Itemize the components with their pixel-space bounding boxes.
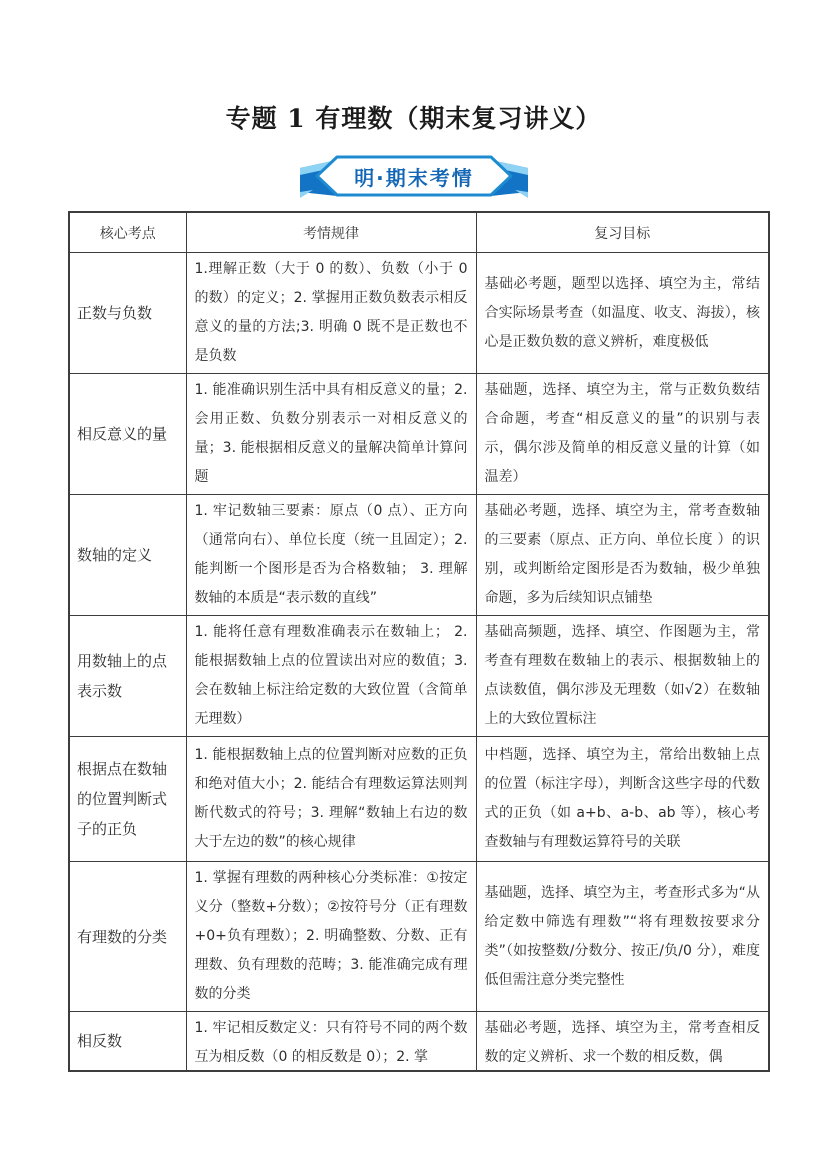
- row-topic: 相反数: [69, 1012, 186, 1072]
- exam-table: [68, 211, 770, 1072]
- row-goal: 中档题，选择、填空为主，常给出数轴上点的位置（标注字母），判断含这些字母的代数式的正负（如 a+b、a-b、ab 等），核心考查数轴与有理数运算符号的关联: [476, 737, 769, 862]
- row-goal: 基础必考题，题型以选择、填空为主，常结合实际场景考查（如温度、收支、海拔），核心是正数负数的意义辨析，难度极低: [476, 253, 769, 374]
- row-pattern: 1.理解正数（大于 0 的数）、负数（小于 0 的数）的定义；2. 掌握用正数负数表示相反意义的量的方法;3. 明确 0 既不是正数也不是负数: [186, 253, 476, 374]
- table-row: [69, 862, 769, 1012]
- row-goal: 基础高频题，选择、填空、作图题为主，常考查有理数在数轴上的表示、根据数轴上的点读数值，偶尔涉及无理数（如√2）在数轴上的大致位置标注: [476, 616, 769, 737]
- table-row: [69, 616, 769, 737]
- row-topic: 数轴的定义: [69, 495, 186, 616]
- banner-label: 明·期末考情: [354, 165, 474, 190]
- row-topic: 正数与负数: [69, 253, 186, 374]
- exam-banner: [297, 155, 531, 201]
- table-row: [69, 1012, 769, 1072]
- table-row: [69, 737, 769, 862]
- table-row: [69, 495, 769, 616]
- row-goal: 基础必考题，选择、填空为主，常考查数轴的三要素（原点、正方向、单位长度 ）的识别，或判断给定图形是否为数轴，极少单独命题，多为后续知识点铺垫: [476, 495, 769, 616]
- table-row: [69, 374, 769, 495]
- table-row: [69, 253, 769, 374]
- row-topic: 根据点在数轴的位置判断式子的正负: [69, 737, 186, 862]
- row-topic: 有理数的分类: [69, 862, 186, 1012]
- row-pattern: 1. 能将任意有理数准确表示在数轴上； 2. 能根据数轴上点的位置读出对应的数值；3. 会在数轴上标注给定数的大致位置（含简单无理数）: [186, 616, 476, 737]
- page-title: 专题 1 有理数（期末复习讲义）: [225, 104, 602, 133]
- row-goal: 基础题，选择、填空为主，考查形式多为“从给定数中筛选有理数”“将有理数按要求分类”（如按整数/分数分、按正/负/0 分），难度低但需注意分类完整性: [476, 862, 769, 1012]
- header-cell-topic: 核心考点: [69, 212, 186, 253]
- row-pattern: 1. 能准确识别生活中具有相反意义的量；2. 会用正数、负数分别表示一对相反意义的量；3. 能根据相反意义的量解决简单计算问题: [186, 374, 476, 495]
- row-goal: 基础题，选择、填空为主，常与正数负数结合命题，考查“相反意义的量”的识别与表示，偶尔涉及简单的相反意义量的计算（如温差）: [476, 374, 769, 495]
- header-cell-goal: 复习目标: [476, 212, 769, 253]
- row-pattern: 1. 牢记数轴三要素：原点（0 点）、正方向（通常向右）、单位长度（统一且固定）；2. 能判断一个图形是否为合格数轴； 3. 理解数轴的本质是“表示数的直线”: [186, 495, 476, 616]
- row-pattern: 1. 能根据数轴上点的位置判断对应数的正负和绝对值大小；2. 能结合有理数运算法则判断代数式的符号；3. 理解“数轴上右边的数大于左边的数”的核心规律: [186, 737, 476, 862]
- row-topic: 相反意义的量: [69, 374, 186, 495]
- row-pattern: 1. 掌握有理数的两种核心分类标准：①按定义分（整数+分数）；②按符号分（正有理数+0+负有理数）；2. 明确整数、分数、正有理数、负有理数的范畴；3. 能准确完成有理数的分类: [186, 862, 476, 1012]
- row-goal: 基础必考题，选择、填空为主，常考查相反数的定义辨析、求一个数的相反数，偶: [476, 1012, 769, 1072]
- row-pattern: 1. 牢记相反数定义：只有符号不同的两个数互为相反数（0 的相反数是 0）；2. 掌: [186, 1012, 476, 1072]
- row-topic: 用数轴上的点表示数: [69, 616, 186, 737]
- header-cell-pattern: 考情规律: [186, 212, 476, 253]
- table-header-row: [69, 212, 769, 253]
